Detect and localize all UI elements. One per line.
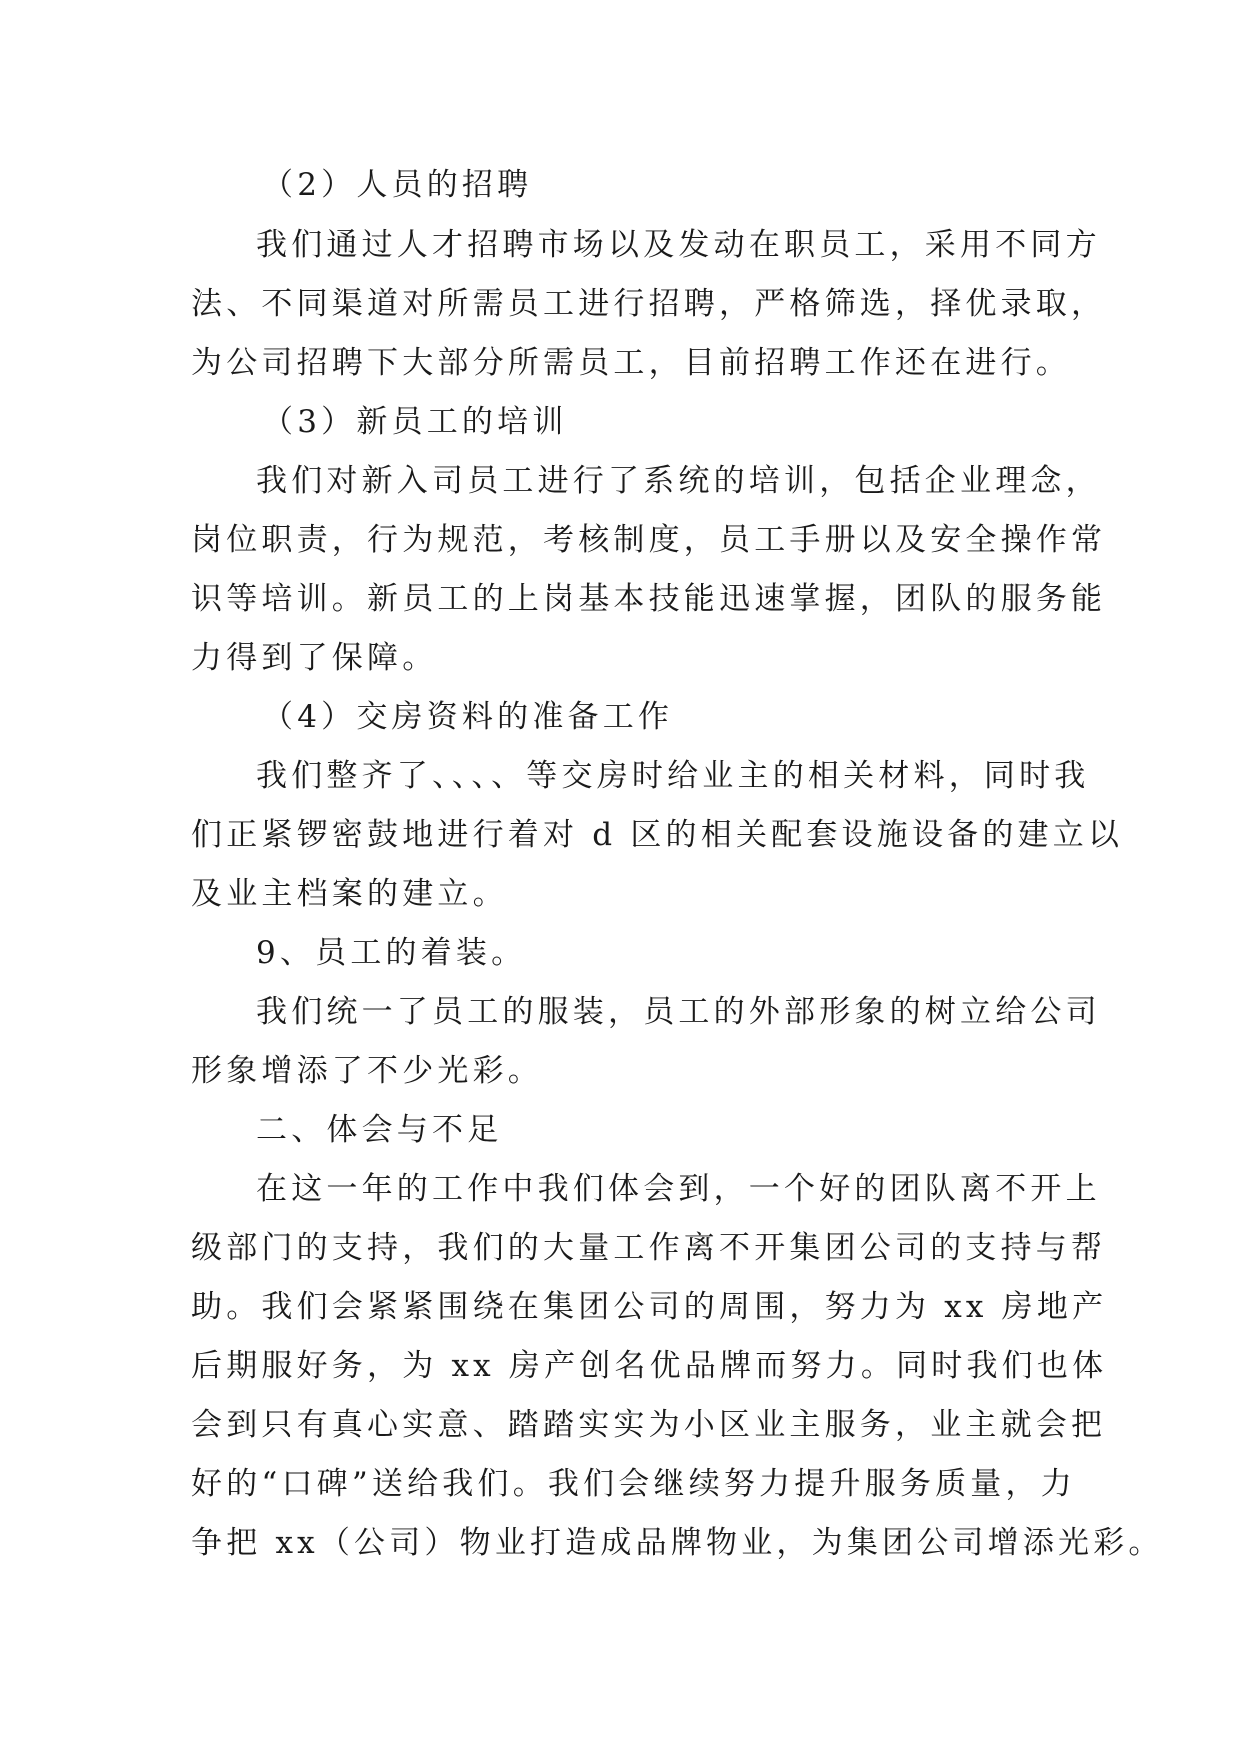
paragraph-line: 法、不同渠道对所需员工进行招聘，严格筛选，择优录取， bbox=[191, 286, 1107, 322]
paragraph-line: 级部门的支持，我们的大量工作离不开集团公司的支持与帮 bbox=[191, 1230, 1107, 1266]
paragraph-line: 助。我们会紧紧围绕在集团公司的周围，努力为 xx 房地产 bbox=[191, 1289, 1108, 1325]
paragraph-line: 识等培训。新员工的上岗基本技能迅速掌握，团队的服务能 bbox=[191, 581, 1107, 617]
section-heading-recruitment: （2）人员的招聘 bbox=[262, 167, 533, 203]
paragraph-line: 我们统一了员工的服装，员工的外部形象的树立给公司 bbox=[256, 994, 1101, 1030]
paragraph-line: 争把 xx（公司）物业打造成品牌物业，为集团公司增添光彩。 bbox=[191, 1525, 1164, 1561]
paragraph-line: 我们通过人才招聘市场以及发动在职员工，采用不同方 bbox=[256, 227, 1101, 263]
paragraph-line: 好的“口碑”送给我们。我们会继续努力提升服务质量，力 bbox=[191, 1466, 1076, 1502]
section-heading-attire: 9、员工的着装。 bbox=[256, 935, 527, 971]
section-heading-training: （3）新员工的培训 bbox=[262, 404, 568, 440]
paragraph-line: 会到只有真心实意、踏踏实实为小区业主服务，业主就会把 bbox=[191, 1407, 1107, 1443]
paragraph-line: 们正紧锣密鼓地进行着对 d 区的相关配套设施设备的建立以 bbox=[191, 817, 1124, 853]
paragraph-line: 岗位职责，行为规范，考核制度，员工手册以及安全操作常 bbox=[191, 522, 1107, 558]
paragraph-line: 我们整齐了、、、、等交房时给业主的相关材料，同时我 bbox=[256, 758, 1090, 794]
section-heading-experience: 二、体会与不足 bbox=[256, 1112, 503, 1148]
paragraph-line: 我们对新入司员工进行了系统的培训，包括企业理念， bbox=[256, 463, 1101, 499]
paragraph-line: 在这一年的工作中我们体会到，一个好的团队离不开上 bbox=[256, 1171, 1101, 1207]
paragraph-line: 后期服好务，为 xx 房产创名优品牌而努力。同时我们也体 bbox=[191, 1348, 1108, 1384]
paragraph-line: 及业主档案的建立。 bbox=[191, 876, 508, 912]
section-heading-handover: （4）交房资料的准备工作 bbox=[262, 699, 674, 735]
paragraph-line: 为公司招聘下大部分所需员工，目前招聘工作还在进行。 bbox=[191, 345, 1071, 381]
paragraph-line: 力得到了保障。 bbox=[191, 640, 438, 676]
paragraph-line: 形象增添了不少光彩。 bbox=[191, 1053, 543, 1089]
